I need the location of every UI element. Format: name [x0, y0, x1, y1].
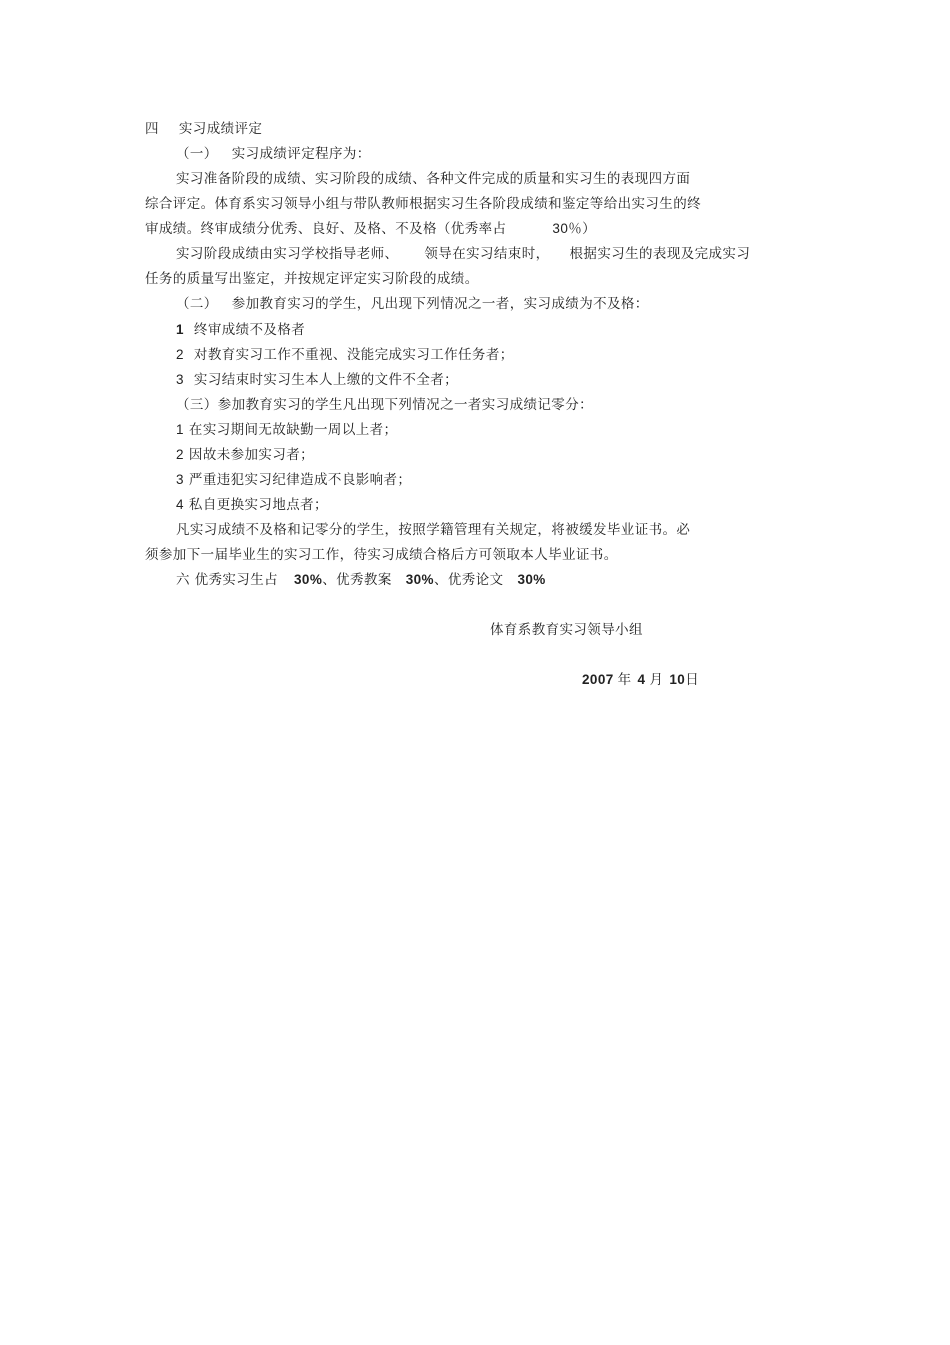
- section-six-text-3: 、优秀论文: [433, 572, 504, 588]
- paragraph-2-part-3: 根据实习生的表现及完成实习: [569, 246, 751, 262]
- zero-item-number: 2: [176, 447, 184, 462]
- date-month-unit: 月: [649, 672, 664, 688]
- zero-item: [176, 421, 397, 439]
- subheading-2-label: （二）: [176, 296, 218, 312]
- fail-item-text: 终审成绩不及格者: [193, 322, 306, 338]
- paragraph-1-line-2: 综合评定。体育系实习领导小组与带队教师根据实习生各阶段成绩和鉴定等给出实习生的终: [145, 196, 701, 212]
- paragraph-2-part-2: 领导在实习结束时，: [424, 246, 550, 262]
- subheading-1-text: 实习成绩评定程序为：: [231, 146, 371, 162]
- date-year: 2007: [582, 672, 614, 687]
- subheading-1-label: （一）: [176, 146, 218, 162]
- excellent-lesson-plan-rate: 30%: [405, 572, 434, 587]
- zero-item: [176, 496, 328, 514]
- subheading-2: [176, 295, 649, 313]
- zero-item-text: 因故未参加实习者；: [188, 447, 315, 463]
- date-day-unit: 日: [685, 672, 700, 688]
- section-heading: [145, 120, 262, 138]
- fail-item-number: 3: [176, 372, 184, 387]
- zero-item: [176, 471, 411, 489]
- zero-item-text: 私自更换实习地点者；: [188, 497, 328, 513]
- paragraph-3-line-2: 须参加下一届毕业生的实习工作，待实习成绩合格后方可领取本人毕业证书。: [145, 547, 618, 563]
- paragraph-3-line-1: 凡实习成绩不及格和记零分的学生，按照学籍管理有关规定，将被缓发毕业证书。必: [176, 522, 691, 538]
- paragraph-2-line-2: 任务的质量写出鉴定，并按规定评定实习阶段的成绩。: [145, 271, 479, 287]
- excellent-thesis-rate: 30%: [517, 572, 546, 587]
- excellent-rate: 30％）: [552, 221, 597, 236]
- zero-item: [176, 446, 314, 464]
- fail-item-number: 1: [176, 322, 184, 337]
- signature-date: [582, 671, 699, 689]
- fail-item-text: 对教育实习工作不重视、没能完成实习工作任务者；: [193, 347, 514, 363]
- section-title: 实习成绩评定: [178, 121, 263, 137]
- section-six: [176, 571, 546, 589]
- section-six-text-2: 、优秀教案: [322, 572, 392, 588]
- signature-organization: 体育系教育实习领导小组: [490, 622, 643, 638]
- section-six-lead: 六 优秀实习生占: [176, 572, 278, 588]
- paragraph-2-line-1: [176, 245, 750, 263]
- zero-item-number: 1: [176, 422, 184, 437]
- fail-item-text: 实习结束时实习生本人上缴的文件不全者；: [193, 372, 459, 388]
- excellent-intern-rate: 30%: [294, 572, 323, 587]
- date-year-unit: 年: [617, 672, 632, 688]
- fail-item: [176, 346, 514, 364]
- subheading-3: （三）参加教育实习的学生凡出现下列情况之一者实习成绩记零分：: [176, 397, 593, 413]
- date-month: 4: [637, 672, 646, 687]
- zero-item-text: 在实习期间无故缺勤一周以上者；: [188, 422, 398, 438]
- zero-item-number: 4: [176, 497, 184, 512]
- paragraph-1-line-3: [145, 220, 596, 238]
- paragraph-1-line-3a: 审成绩。终审成绩分优秀、良好、及格、不及格（优秀率占: [145, 221, 507, 237]
- paragraph-2-part-1: 实习阶段成绩由实习学校指导老师、: [176, 246, 399, 262]
- fail-item: [176, 371, 458, 389]
- date-day: 10: [669, 672, 686, 687]
- zero-item-number: 3: [176, 472, 184, 487]
- zero-item-text: 严重违犯实习纪律造成不良影响者；: [188, 472, 412, 488]
- subheading-1: [176, 145, 371, 163]
- fail-item-number: 2: [176, 347, 184, 362]
- section-number: 四: [145, 121, 159, 137]
- subheading-2-text: 参加教育实习的学生，凡出现下列情况之一者，实习成绩为不及格：: [231, 296, 649, 312]
- fail-item: [176, 321, 305, 339]
- paragraph-1-line-1: 实习准备阶段的成绩、实习阶段的成绩、各种文件完成的质量和实习生的表现四方面: [176, 171, 691, 187]
